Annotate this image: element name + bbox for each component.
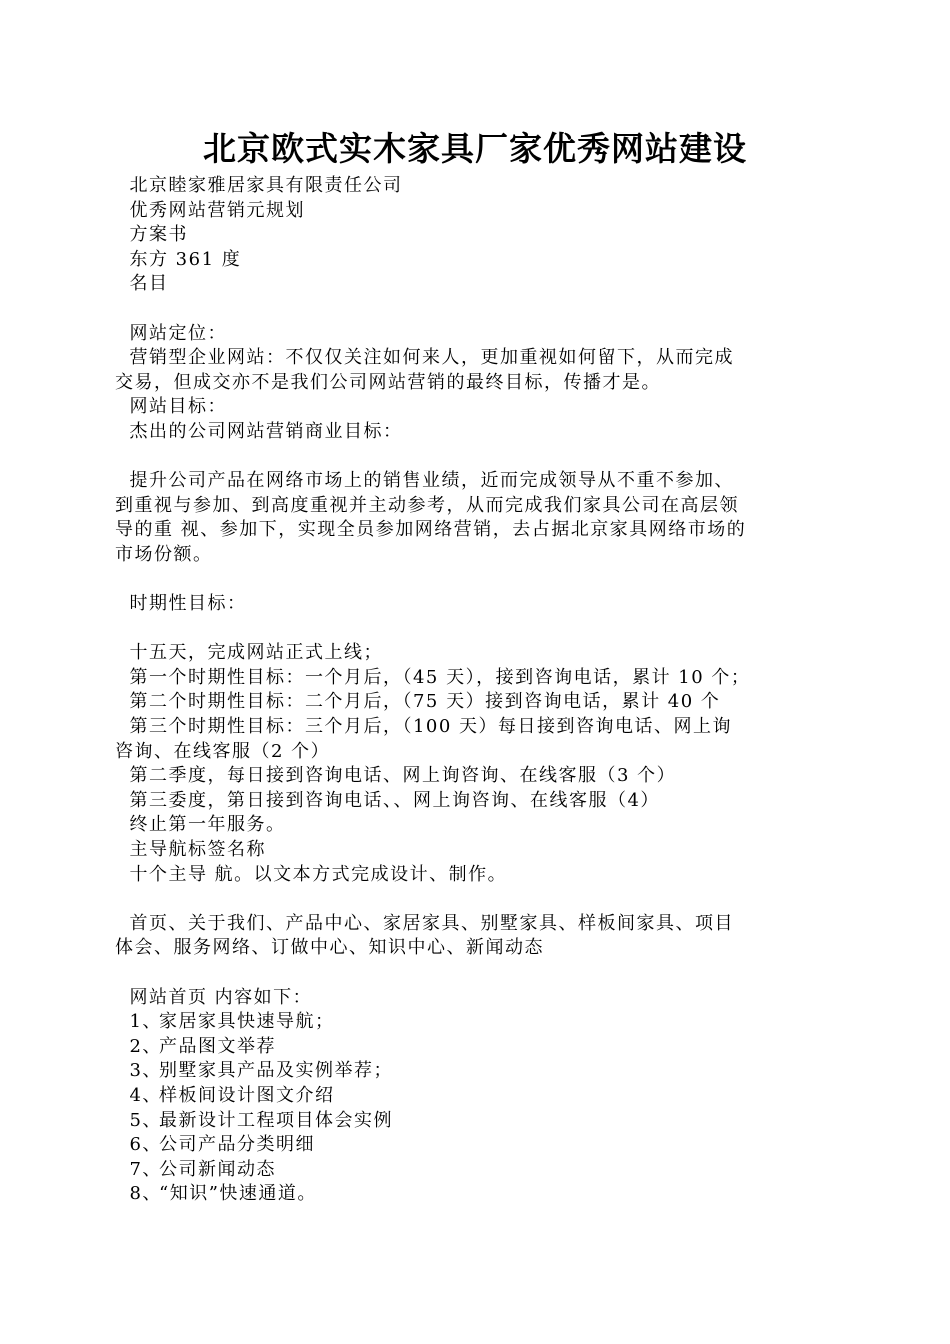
list-item-text: 家居家具快速导航；: [159, 1011, 335, 1033]
goals-paragraph: 市场份额。: [115, 543, 213, 565]
homepage-content-list: [115, 1010, 835, 1207]
spacer: [115, 445, 835, 470]
goals-paragraph: 导的重 视、参加下，实现全员参加网络营销，去占据北京家具网络市场的: [115, 519, 747, 541]
list-item-number: 7、: [115, 1158, 162, 1180]
list-item-number: 6、: [115, 1134, 162, 1156]
list-item-number: 3、: [115, 1060, 162, 1082]
homepage-heading: 网站首页 内容如下：: [115, 986, 313, 1008]
list-item-text: 样板间设计图文介绍: [159, 1084, 335, 1106]
list-item: [115, 1010, 835, 1035]
plan-name: 优秀网站营销元规划: [115, 199, 305, 221]
goals-heading: 网站目标：: [115, 396, 227, 418]
list-item-number: 1、: [115, 1011, 162, 1033]
list-item: [115, 1158, 835, 1183]
list-item-text: 产品图文举荐: [159, 1035, 276, 1057]
document-title: 北京欧式实木家具厂家优秀网站建设: [203, 129, 747, 168]
spacer: [115, 617, 835, 642]
spacer: [115, 297, 835, 322]
list-item-number: 5、: [115, 1109, 162, 1131]
list-item-text: 公司产品分类明细: [159, 1134, 315, 1156]
periodic-item: 咨询、在线客服（2 个）: [115, 740, 331, 762]
spacer: [115, 961, 835, 986]
contents-label: 名目: [115, 273, 169, 295]
navigation-heading: 主导航标签名称: [115, 839, 266, 861]
periodic-item: 十五天，完成网站正式上线；: [115, 642, 383, 664]
list-item: [115, 1182, 835, 1207]
positioning-text: 营销型企业网站：不仅仅关注如何来人，更加重视如何留下，从而完成: [115, 347, 734, 369]
list-item-number: 4、: [115, 1084, 162, 1106]
list-item: [115, 1109, 835, 1134]
list-item: [115, 1084, 835, 1109]
document-body: [115, 174, 835, 1207]
spacer: [115, 568, 835, 593]
goals-paragraph: 到重视与参加、到高度重视并主动参考，从而完成我们家具公司在高层领: [115, 494, 739, 516]
list-item: [115, 1035, 835, 1060]
list-item-text: 别墅家具产品及实例举荐；: [159, 1060, 393, 1082]
doc-type: 方案书: [115, 224, 188, 246]
periodic-item: 第一个时期性目标：一个月后，（45 天），接到咨询电话，累计 10 个；: [115, 666, 751, 688]
periodic-item: 第三委度，第日接到咨询电话、、网上询咨询、在线客服（4）: [115, 789, 660, 811]
navigation-list: 体会、服务网络、订做中心、知识中心、新闻动态: [115, 937, 544, 959]
periodic-heading: 时期性目标：: [115, 593, 247, 615]
list-item: [115, 1059, 835, 1084]
periodic-item: 终止第一年服务。: [115, 814, 286, 836]
positioning-text: 交易，但成交亦不是我们公司网站营销的最终目标，传播才是。: [115, 371, 661, 393]
spacer: [115, 887, 835, 912]
author-name: 东方 361 度: [115, 248, 242, 270]
navigation-list: 首页、关于我们、产品中心、家居家具、别墅家具、样板间家具、项目: [115, 912, 734, 934]
periodic-item: 第二个时期性目标：二个月后，（75 天）接到咨询电话，累计 40 个: [115, 691, 721, 713]
periodic-item: 第二季度，每日接到咨询电话、网上询咨询、在线客服（3 个）: [115, 765, 677, 787]
positioning-heading: 网站定位：: [115, 322, 227, 344]
list-item-text: 最新设计工程项目体会实例: [159, 1109, 393, 1131]
list-item-number: 2、: [115, 1035, 162, 1057]
goals-subheading: 杰出的公司网站营销商业目标：: [115, 420, 403, 442]
navigation-description: 十个主导 航。以文本方式完成设计、制作。: [115, 863, 508, 885]
list-item-number: 8、: [115, 1183, 162, 1205]
list-item-text: 公司新闻动态: [159, 1158, 276, 1180]
list-item: [115, 1133, 835, 1158]
periodic-item: 第三个时期性目标：三个月后，（100 天）每日接到咨询电话、网上询: [115, 716, 733, 738]
list-item-text: “知识”快速通道。: [159, 1183, 317, 1205]
company-name: 北京睦家雅居家具有限责任公司: [115, 175, 403, 196]
goals-paragraph: 提升公司产品在网络市场上的销售业绩，近而完成领导从不重不参加、: [115, 470, 734, 492]
